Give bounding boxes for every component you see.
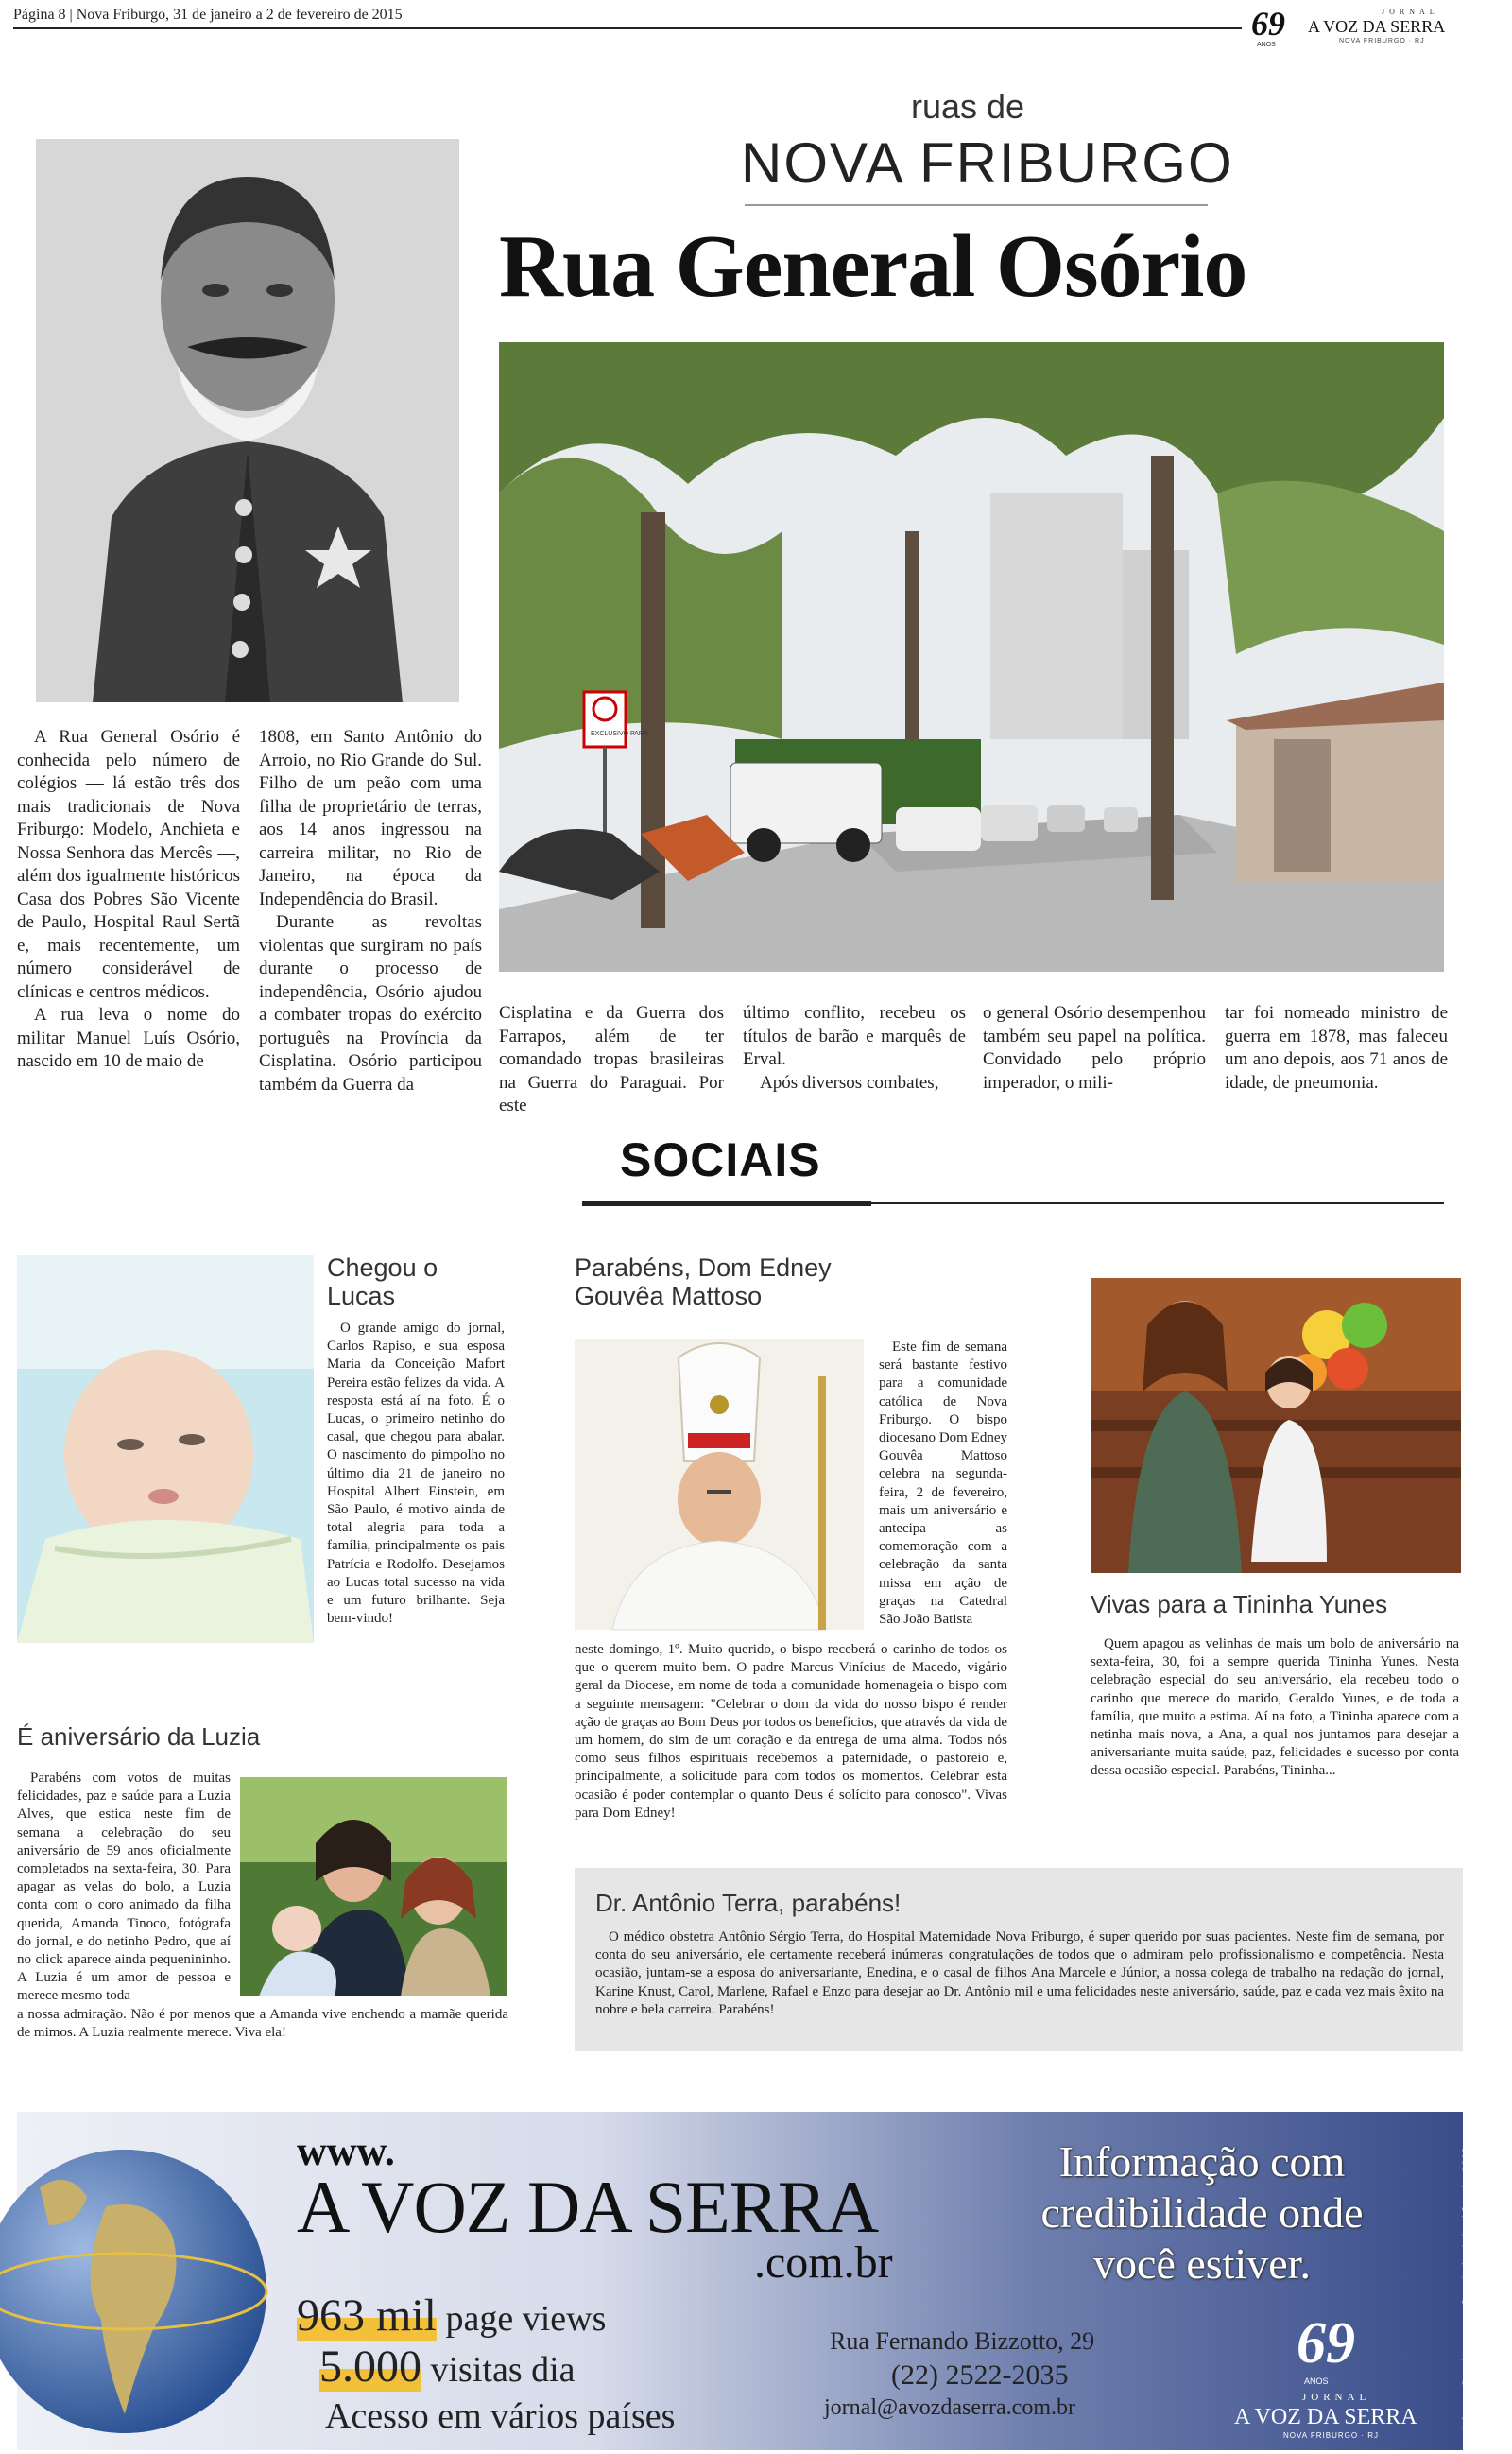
article-title: Rua General Osório [499, 217, 1247, 316]
sociais-rule-thick [582, 1201, 871, 1206]
ad-page-views [297, 2290, 606, 2342]
terra-body [595, 1928, 1444, 2019]
ad-access: Acesso em vários países [325, 2396, 676, 2436]
street-col2-p1: 1808, em Santo Antônio do Arroio, no Rio Grande do Sul. Filho de um peão com uma filha de proprietário de terras, aos 14 anos ingressou na carreira militar, no Rio de Janeiro, na época da Independência do Brasil. [259, 727, 482, 909]
logo-city: NOVA FRIBURGO · RJ [1339, 38, 1425, 44]
terra-box [575, 1868, 1463, 2051]
ad-side-note: Informações de acesso: Google Analytics / Janeiro 2012 [1460, 2147, 1473, 2430]
logo-small: JORNAL [1382, 8, 1439, 16]
sociais-title: SOCIAIS [620, 1133, 821, 1186]
lucas-text: O grande amigo do jornal, Carlos Rapiso, e sua esposa Maria da Conceição Mafort Pereira estão felizes da vida. A resposta está aí na foto. É o Lucas, o primeiro netinho do casal, que chegou para abalar. O nascimento do pimpolho no último dia 21 de janeiro no Hospital Albert Einstein, em São Paulo, é motivo ainda de total alegria para toda a família, principalmente os pais Patrícia e Rodolfo. Desejamos ao Lucas total sucesso na vida e um futuro brilhante. Seja bem-vindo! [327, 1321, 505, 1627]
photo-baby-lucas [17, 1255, 314, 1643]
ad-visits-text: visitas dia [421, 2350, 576, 2390]
terra-text: O médico obstetra Antônio Sérgio Terra, do Hospital Maternidade Nova Friburgo, é super querido por suas pacientes. Neste fim de semana, por conta do seu aniversário, ele certamente receberá inúmeras congratulações de todos que o admiram pelo profissionalismo e competência. Nesta ocasião, juntam-se a esposa do aniversariante, Enedina, e o casal de filhos Ana Marcele e Júnior, a nossa colega de trabalho na redação do jornal, Karine Knust, Carol, Marlene, Rafael e Enzo para desejar ao Dr. Antônio mil e uma felicidades neste aniversário, saúde, paz e cada vez mais êxito na nobre e bela carreira. Parabéns! [595, 1929, 1444, 2017]
tininha-title: Vivas para a Tininha Yunes [1091, 1590, 1388, 1618]
photo-dom-edney [575, 1339, 864, 1630]
terra-title: Dr. Antônio Terra, parabéns! [595, 1889, 902, 1917]
section-rule [745, 204, 1208, 206]
street-col3-p1: Cisplatina e da Guerra dos Farrapos, além de ter comandado tropas brasileiras na Guerra do Paraguai. Por este [499, 1003, 724, 1115]
ad-email: jornal@avozdaserra.com.br [824, 2395, 1075, 2420]
page-info: Página 8 | Nova Friburgo, 31 de janeiro a 2 de fevereiro de 2015 [13, 7, 403, 23]
edney-text-2: neste domingo, 1º. Muito querido, o bispo receberá o carinho de todos os que o querem muito bem. O padre Marcus Vinícius de Macedo, vigário geral da Diocese, em nome de toda a comunidade homenageia o bispo com a seguinte mensagem: "Celebrar o dom da vida do nosso bispo é render ação de graças ao Bom Deus por todos os benefícios, que através da vida de um homem, do sim de um coração e da entrega de uma alma. Todos nós como seus filhos espirituais recebemos a paternidade, o pastoreio e, principalmente, a solicitude para com todos os momentos. Celebrar esta ocasião é poder contemplar o quanto Deus é solícito para conosco". Vivas para Dom Edney! [575, 1642, 1007, 1821]
ad-logo-name: A VOZ DA SERRA [1234, 2405, 1418, 2429]
sign-text: EXCLUSIVO PARA [591, 731, 648, 737]
luzia-body-narrow [17, 1770, 231, 2006]
header-logo [1249, 4, 1504, 51]
edney-body-wide [575, 1641, 1007, 1823]
street-col-2 [259, 726, 482, 1097]
street-col-4 [743, 1002, 966, 1095]
section-name: NOVA FRIBURGO [741, 131, 1234, 195]
header-rule [13, 27, 1242, 29]
ad-slogan-2: credibilidade onde [1040, 2188, 1364, 2237]
portrait-general-osorio [36, 139, 459, 702]
ad-logo-anos: ANOS [1304, 2376, 1329, 2386]
ad-slogan [975, 2136, 1429, 2290]
street-col4-p1: último conflito, recebeu os títulos de barão e marquês de Erval. [743, 1003, 966, 1069]
ad-pv-num: 963 mil [297, 2290, 438, 2341]
luzia-text-1: Parabéns com votos de muitas felicidades, paz e saúde para a Luzia Alves, que estica neste fim de semana a celebração do seu aniversário de 59 anos oficialmente completados na sexta-feira, 30. Para apagar as velas do bolo, a Luzia conta com o coro animado da filha querida, Amanda Tinoco, fotógrafa do jornal, e do netinho Pedro, que aí no click aparece ainda pequenininho. A Luzia é um amor de pessoa e merece mesmo toda [17, 1771, 231, 2004]
ad-logo-city: NOVA FRIBURGO · RJ [1283, 2431, 1379, 2440]
globe-icon [11, 2131, 248, 2443]
tininha-body [1091, 1635, 1459, 1781]
street-col4-p2: Após diversos combates, [760, 1072, 939, 1093]
ad-name: A VOZ DA SERRA [297, 2166, 879, 2248]
ad-slogan-3: você estiver. [1093, 2239, 1311, 2288]
ad-banner [17, 2112, 1473, 2450]
street-col-5 [983, 1002, 1206, 1095]
photo-tininha [1091, 1278, 1461, 1573]
street-col6-p1: tar foi nomeado ministro de guerra em 1878, mas faleceu um ano depois, aos 71 anos de idade, de pneumonia. [1225, 1003, 1448, 1093]
luzia-title: É aniversário da Luzia [17, 1722, 261, 1751]
ad-logo-69-icon: 69 [1297, 2311, 1355, 2376]
ad-logo [1227, 2310, 1425, 2443]
edney-body-narrow [879, 1339, 1007, 1629]
ad-address: Rua Fernando Bizzotto, 29 [830, 2327, 1095, 2355]
ad-phone: (22) 2522-2035 [891, 2359, 1069, 2391]
street-col1-p2: A rua leva o nome do militar Manuel Luís Osório, nascido em 10 de maio de [17, 1005, 240, 1071]
section-kicker: ruas de [911, 87, 1025, 126]
logo-anos: ANOS [1257, 42, 1276, 48]
ad-slogan-1: Informação com [1058, 2137, 1346, 2186]
lucas-title: Chegou o Lucas [327, 1253, 438, 1310]
ad-domain: .com.br [754, 2238, 893, 2288]
street-col5-p1: o general Osório desempenhou também seu papel na política. Convidado pelo próprio imperador, o mili- [983, 1003, 1206, 1093]
edney-text-1: Este fim de semana será bastante festivo para a comunidade católica de Nova Friburgo. O bispo diocesano Dom Edney Gouvêa Mattoso celebra na segunda-feira, 2 de fevereiro, mais um aniversário e antecipa as comemoração com a celebração da santa missa em ação de graças na Catedral São João Batista [879, 1339, 1007, 1628]
tininha-text: Quem apagou as velinhas de mais um bolo de aniversário na sexta-feira, 30, foi a sempre querida Tininha Yunes. Nesta celebração especial do seu aniversário, ela recebeu todo o carinho que merece do marido, Geraldo Yunes, e de toda a família, que muito a estima. Aí na foto, a Tininha aparece com a netinha mais nova, a Ana, a qual nos juntamos para desejar a aniversariante muita saúde, paz, felicidades e sucesso por conta dessa ocasião especial. Parabéns, Tininha... [1091, 1636, 1459, 1779]
street-col1-p1: A Rua General Osório é conhecida pelo número de colégios — lá estão três dos mais tradicionais de Nova Friburgo: Modelo, Anchieta e Nossa Senhora das Mercês —, além dos igualmente históricos Casa dos Pobres São Vicente de Paulo, Hospital Raul Sertã e, mais recentemente, um número considerável de clínicas e centros médicos. [17, 727, 240, 1002]
street-col-1 [17, 726, 240, 1074]
street-col-6 [1225, 1002, 1448, 1095]
street-col2-p2: Durante as revoltas violentas que surgiram no país durante o processo de independência, Osório ajudou a combater tropas do exército português na Província da Cisplatina. Osório participou também da Guerra da [259, 912, 482, 1095]
ad-www: www. [297, 2128, 395, 2174]
ad-visits [319, 2341, 576, 2393]
logo-name: A VOZ DA SERRA [1308, 17, 1446, 36]
edney-title: Parabéns, Dom Edney Gouvêa Mattoso [575, 1253, 832, 1310]
sociais-rule-thin [871, 1202, 1444, 1204]
street-col-3 [499, 1002, 724, 1118]
ad-logo-small: JORNAL [1302, 2392, 1371, 2403]
street-photo [499, 342, 1444, 972]
luzia-text-2: a nossa admiração. Não é por menos que a Amanda vive enchendo a mamãe querida de mimos. A Luzia realmente merece. Viva ela! [17, 2007, 508, 2041]
ad-pv-text: page views [437, 2299, 607, 2339]
lucas-body [327, 1320, 505, 1628]
luzia-body-wide [17, 2006, 508, 2042]
ad-visits-num: 5.000 [319, 2342, 421, 2392]
logo-69-icon: 69 [1251, 5, 1285, 43]
photo-luzia-family [240, 1777, 507, 1996]
